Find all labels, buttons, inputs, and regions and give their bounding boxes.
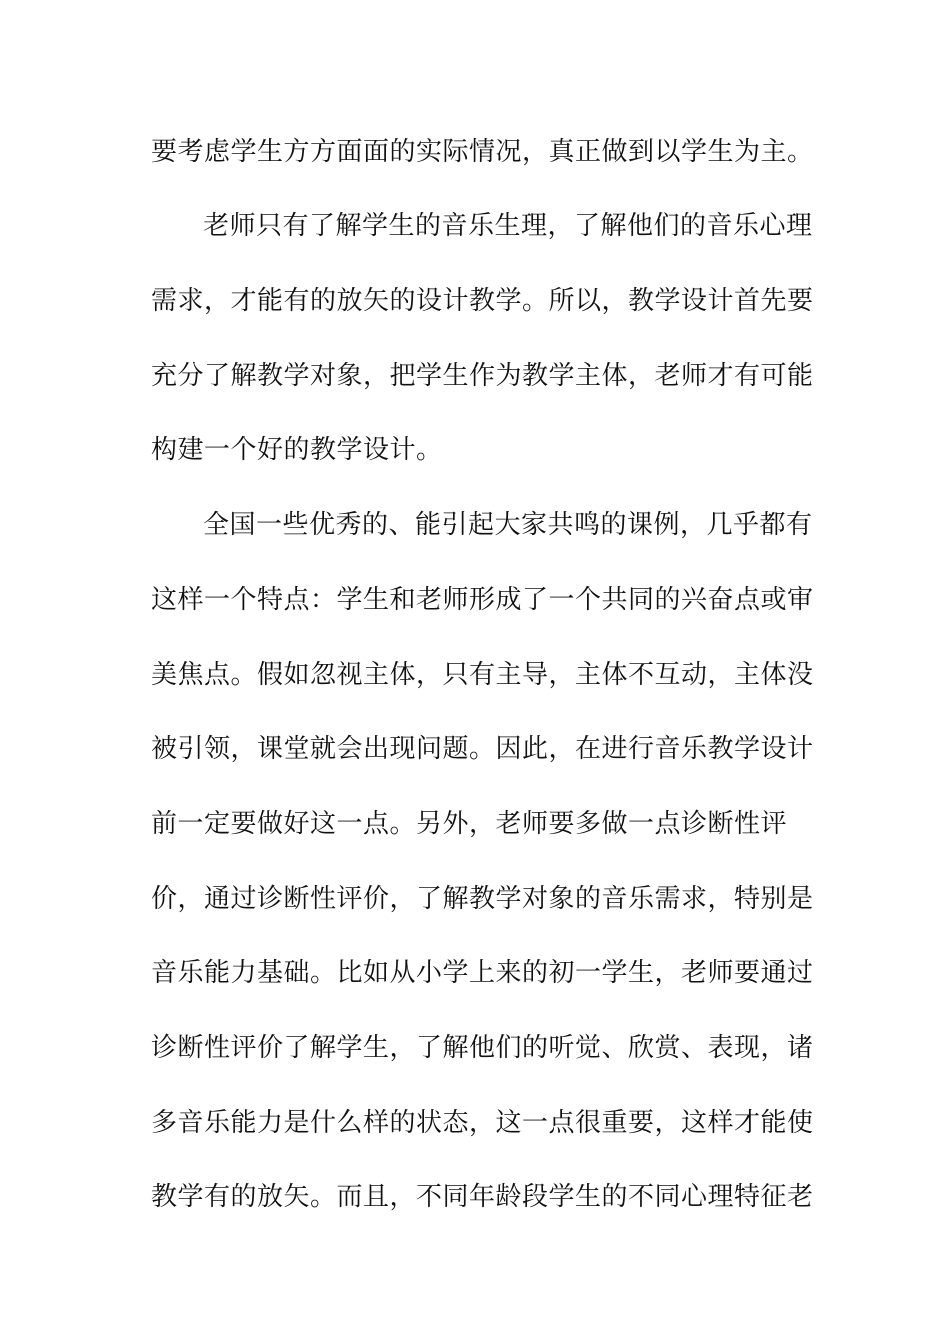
text-line-6: 全国一些优秀的、能引起大家共鸣的课例，几乎都有 [203,510,813,540]
text-line-2: 老师只有了解学生的音乐生理，了解他们的音乐心理 [203,211,813,241]
text-line-4: 充分了解教学对象，把学生作为教学主体，老师才有可能 [151,361,814,391]
text-line-10: 前一定要做好这一点。另外，老师要多做一点诊断性评 [151,809,788,839]
text-line-11: 价，通过诊断性评价，了解教学对象的音乐需求，特别是 [151,884,814,914]
text-line-7: 这样一个特点：学生和老师形成了一个共同的兴奋点或审 [151,585,814,615]
text-line-3: 需求，才能有的放矢的设计教学。所以，教学设计首先要 [151,286,814,316]
text-line-1: 要考虑学生方方面面的实际情况，真正做到以学生为主。 [151,137,814,167]
text-line-9: 被引领，课堂就会出现问题。因此，在进行音乐教学设计 [151,734,814,764]
text-line-14: 多音乐能力是什么样的状态，这一点很重要，这样才能使 [151,1108,814,1138]
text-line-5: 构建一个好的教学设计。 [151,435,443,465]
text-line-12: 音乐能力基础。比如从小学上来的初一学生，老师要通过 [151,958,814,988]
text-line-8: 美焦点。假如忽视主体，只有主导，主体不互动，主体没 [151,660,814,690]
text-line-15: 教学有的放矢。而且，不同年龄段学生的不同心理特征老 [151,1182,814,1212]
text-line-13: 诊断性评价了解学生，了解他们的听觉、欣赏、表现，诸 [151,1033,814,1063]
